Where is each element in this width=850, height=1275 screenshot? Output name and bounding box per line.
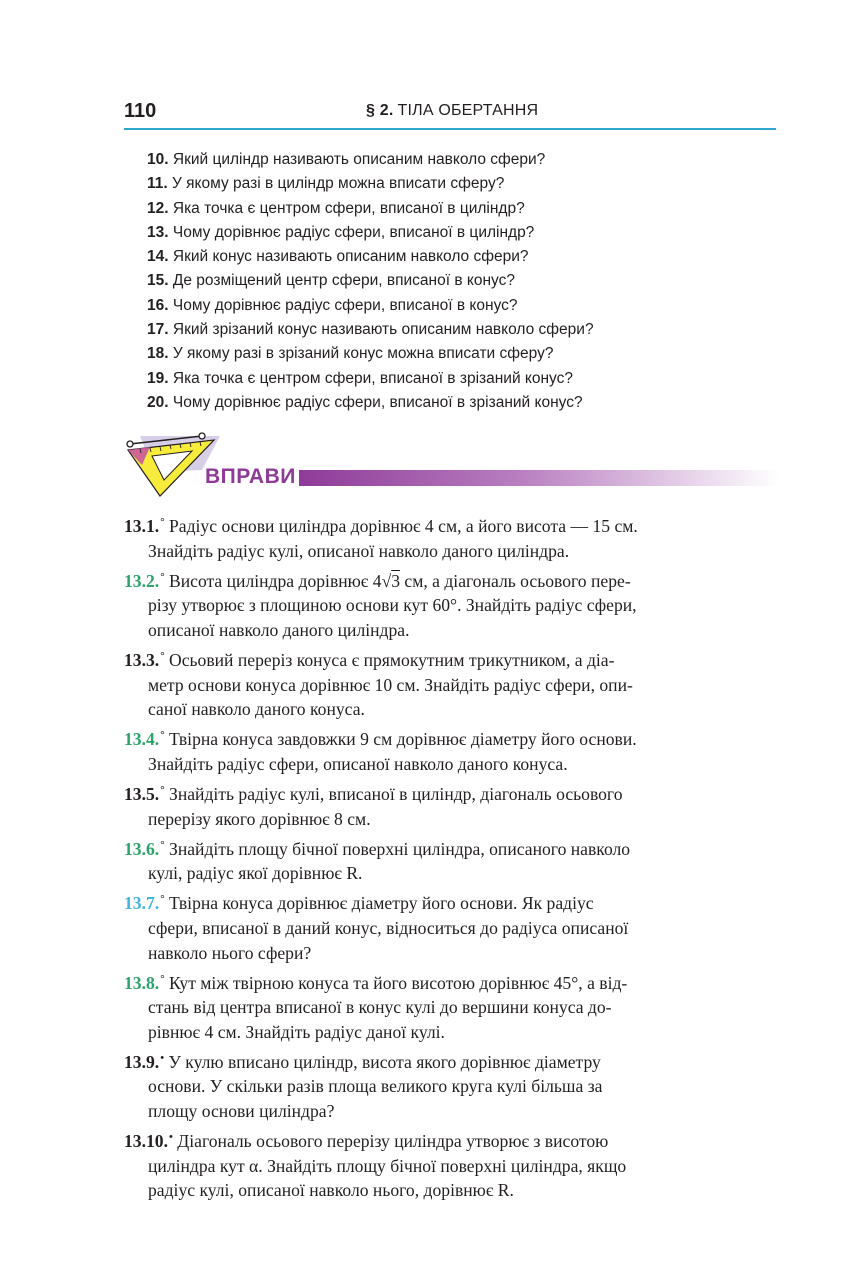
exercise-item: 13.4.° Твірна конуса завдовжки 9 см дорівнює діаметру його основи. Знайдіть радіус сфери, описаної навколо даного конуса. [124,729,637,774]
exercise-item: 13.5.° Знайдіть радіус кулі, вписаної в циліндр, діагональ осьового перерізу якого дорівнює 8 см. [124,783,623,829]
question-item: 14. Який конус називають описаним навколо сфери? [147,248,529,266]
question-item: 10. Який циліндр називають описаним навколо сфери? [147,151,546,168]
exercise-item: 13.3.° Осьовий переріз конуса є прямокутним трикутником, а діа- метр основи конуса дорівнює 10 см. Знайдіть радіус сфери, опи- саної навколо даного конуса. [124,649,633,720]
exercise-number: 13.10. [124,1131,168,1152]
exercise-item: 13.8.° Кут між твірною конуса та його висотою дорівнює 45°, а від- стань від центра вписаної в конус кулі до вершини конуса до- рівнює 4 см. Знайдіть радіус даної кулі. [124,972,628,1042]
section-title [366,102,538,120]
section-mark: § 2. [366,102,394,119]
exercises-header [124,432,784,502]
section-name: ТІЛА ОБЕРТАННЯ [397,102,539,119]
exercise-item: 13.9.• У кулю вписано циліндр, висота якого дорівнює діаметру основи. У скільки разів площа великого круга кулі більша за площу основи циліндра? [124,1051,603,1122]
exercise-number: 13.5. [124,783,160,804]
exercise-number: 13.9. [124,1051,160,1072]
exercise-item: 13.7.° Твірна конуса дорівнює діаметру його основи. Як радіус сфери, вписаної в даний конус, відноситься до радіуса описаної навколо нього сфери? [124,893,629,963]
exercise-item: 13.10.• Діагональ осьового перерізу циліндра утворює з висотою циліндра кут α. Знайдіть площу бічної поверхні циліндра, якщо радіус кулі, описаної навколо нього, дорівнює R. [124,1131,627,1201]
exercise-number: 13.3. [124,649,160,670]
exercise-number: 13.8. [124,972,160,993]
question-item: 15. Де розміщений центр сфери, вписаної в конус? [147,272,515,290]
exercise-number: 13.7. [124,893,160,914]
exercises-title-bar [299,470,779,486]
question-item: 19. Яка точка є центром сфери, вписаної в зрізаний конус? [147,369,574,387]
question-item: 16. Чому дорівнює радіус сфери, вписаної в конус? [147,296,518,314]
review-questions [147,148,767,415]
exercise-item: 13.1.° Радіус основи циліндра дорівнює 4 см, а його висота — 15 см. Знайдіть радіус кулі, описаної навколо даного циліндра. [124,516,638,561]
exercise-item: 13.6.° Знайдіть площу бічної поверхні циліндра, описаного навколо кулі, радіус якої дорівнює R. [124,838,631,884]
question-item: 13. Чому дорівнює радіус сфери, вписаної в циліндр? [147,223,535,241]
exercise-number: 13.1. [124,516,160,536]
exercise-number: 13.4. [124,729,160,750]
exercise-item: 13.2.° Висота циліндра дорівнює 4√3 см, а діагональ осьового пере- різу утворює з площиною основи кут 60°. Знайдіть радіус сфери, описаної навколо даного циліндра. [124,570,637,640]
exercises-title: ВПРАВИ [205,465,296,488]
question-item: 12. Яка точка є центром сфери, вписаної в циліндр? [147,199,525,217]
page-number: 110 [124,100,157,122]
exercises-list [124,510,778,1204]
page-header [124,98,776,130]
question-item: 18. У якому разі в зрізаний конус можна вписати сферу? [147,345,554,363]
question-item: 11. У якому разі в циліндр можна вписати сферу? [147,175,505,193]
question-item: 17. Який зрізаний конус називають описаним навколо сфери? [147,321,594,339]
exercise-number: 13.2. [124,570,160,591]
question-item: 20. Чому дорівнює радіус сфери, вписаної в зрізаний конус? [147,393,583,411]
exercise-number: 13.6. [124,838,160,859]
